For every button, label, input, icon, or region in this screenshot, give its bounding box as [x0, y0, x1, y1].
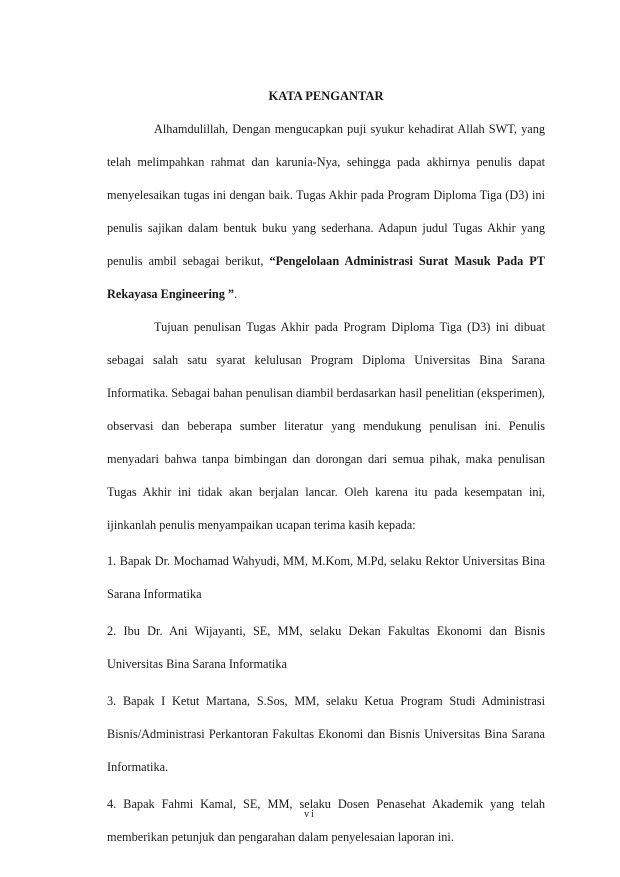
- paragraph-purpose: Tujuan penulisan Tugas Akhir pada Program Diploma Tiga (D3) ini dibuat sebagai salah satu syarat kelulusan Program Diploma Universitas Bina Sarana Informatika. Sebagai bahan penulisan diambil berdasarkan hasil penelitian (eksperimen), observasi dan beberapa sumber literatur yang mendukung penulisan ini. Penulis menyadari bahwa tanpa bimbingan dan dorongan dari semua pihak, maka penulisan Tugas Akhir ini tidak akan berjalan lancar. Oleh karena itu pada kesempatan ini, ijinkanlah penulis menyampaikan ucapan terima kasih kepada:: [107, 320, 545, 532]
- paragraph-intro: [107, 113, 545, 311]
- document-body: [107, 80, 545, 855]
- page-number: vi: [304, 809, 316, 820]
- list-item: 2. Ibu Dr. Ani Wijayanti, SE, MM, selaku Dekan Fakultas Ekonomi dan Bisnis Universitas Bina Sarana Informatika: [107, 624, 545, 671]
- page-title: KATA PENGANTAR: [268, 89, 384, 103]
- list-item: 3. Bapak I Ketut Martana, S.Sos, MM, selaku Ketua Program Studi Administrasi Bisnis/Administrasi Perkantoran Fakultas Ekonomi dan Bisnis Universitas Bina Sarana Informatika.: [107, 694, 545, 774]
- thesis-title: “Pengelolaan Administrasi Surat Masuk Pada PT Rekayasa Engineering ”: [107, 254, 545, 301]
- paragraph-intro-end: .: [234, 287, 238, 301]
- list-item: 1. Bapak Dr. Mochamad Wahyudi, MM, M.Kom, M.Pd, selaku Rektor Universitas Bina Sarana Informatika: [107, 554, 545, 601]
- list-item: 4. Bapak Fahmi Kamal, SE, MM, selaku Dosen Penasehat Akademik yang telah memberikan petunjuk dan pengarahan dalam penyelesaian laporan ini.: [107, 797, 545, 844]
- paragraph-intro-text: Alhamdulillah, Dengan mengucapkan puji syukur kehadirat Allah SWT, yang telah melimpahkan rahmat dan karunia-Nya, sehingga pada akhirnya penulis dapat menyelesaikan tugas ini dengan baik. Tugas Akhir pada Program Diploma Tiga (D3) ini penulis sajikan dalam bentuk buku yang sederhana. Adapun judul Tugas Akhir yang penulis ambil sebagai berikut,: [107, 122, 545, 268]
